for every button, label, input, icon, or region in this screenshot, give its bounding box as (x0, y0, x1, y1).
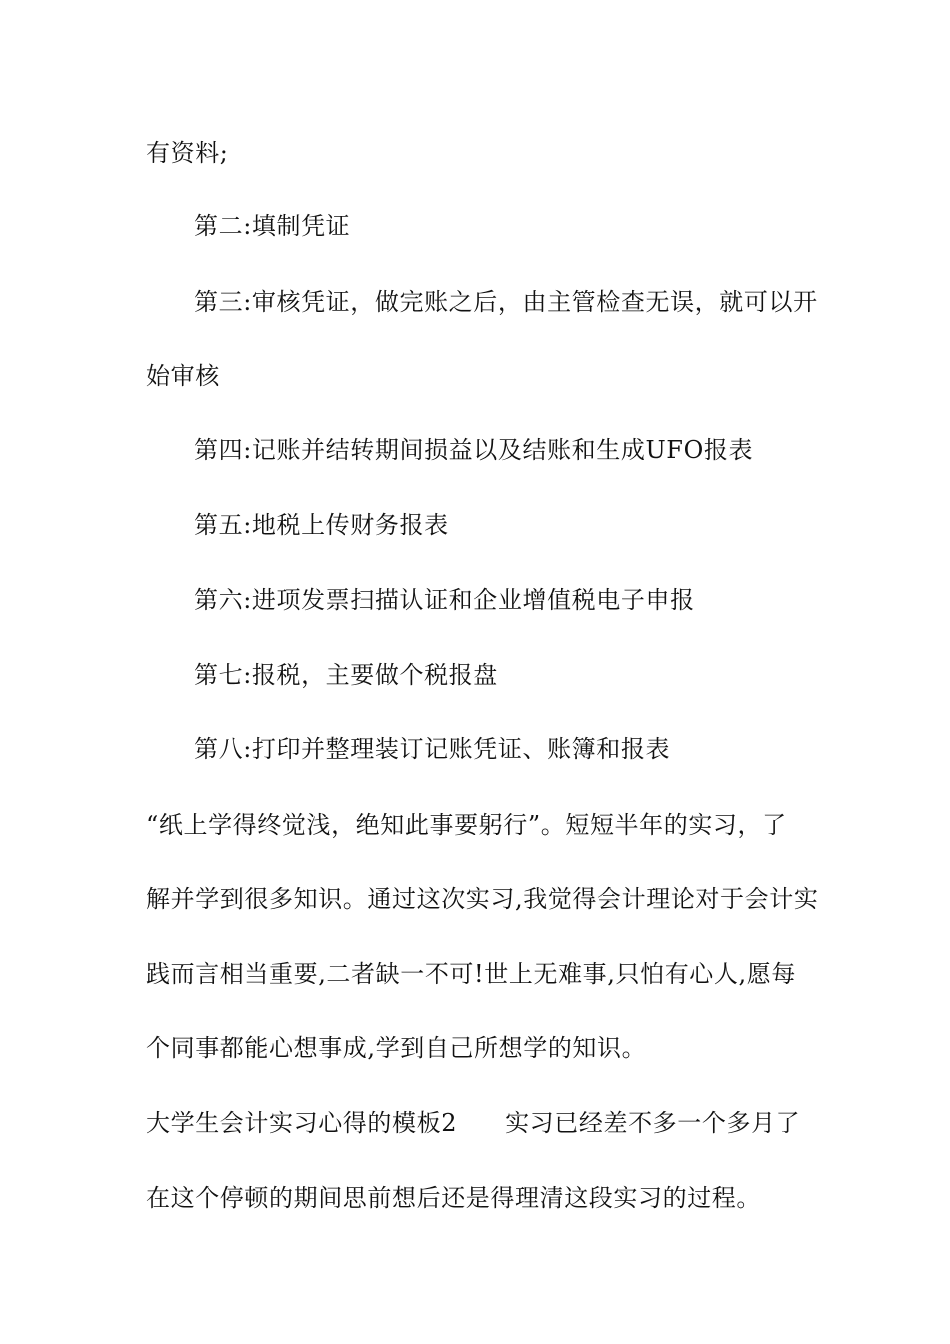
text-line-11: 解并学到很多知识。通过这次实习,我觉得会计理论对于会计实 (146, 885, 819, 913)
text-line-4: 始审核 (146, 362, 220, 390)
text-line-14 (146, 1108, 826, 1138)
text-line-5: 第四:记账并结转期间损益以及结账和生成UFO报表 (194, 436, 754, 464)
text-line-8: 第七:报税，主要做个税报盘 (194, 661, 498, 689)
text-line-12: 践而言相当重要,二者缺一不可!世上无难事,只怕有心人,愿每 (146, 960, 796, 988)
text-line-1: 有资料; (146, 139, 229, 167)
text-line-9: 第八:打印并整理装订记账凭证、账簿和报表 (194, 735, 671, 763)
text-line-6: 第五:地税上传财务报表 (194, 511, 449, 539)
text-line-2: 第二:填制凭证 (194, 212, 351, 240)
text-line-3: 第三:审核凭证，做完账之后，由主管检查无误，就可以开 (194, 288, 818, 316)
section-heading: 大学生会计实习心得的模板2 (146, 1109, 458, 1137)
text-line-13: 个同事都能心想事成,学到自己所想学的知识。 (146, 1034, 647, 1062)
text-line-15: 在这个停顿的期间思前想后还是得理清这段实习的过程。 (146, 1184, 761, 1212)
text-line-10: “纸上学得终觉浅，绝知此事要躬行”。短短半年的实习，了 (146, 811, 787, 839)
section-opening-text: 实习已经差不多一个多月了 (505, 1109, 801, 1137)
text-line-7: 第六:进项发票扫描认证和企业增值税电子申报 (194, 586, 695, 614)
